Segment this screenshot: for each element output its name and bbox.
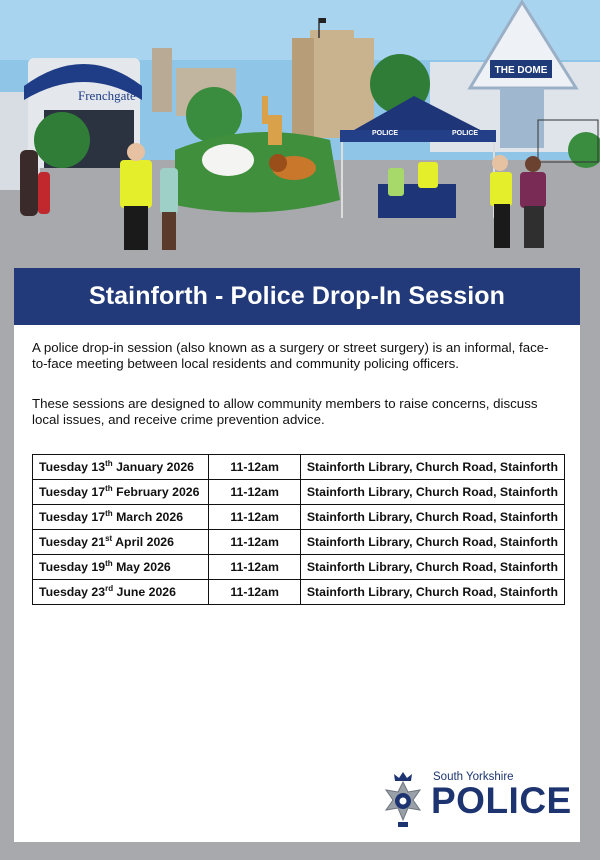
intro-paragraph-1: A police drop-in session (also known as a surgery or street surgery) is an informal, face-to-face meeting between local residents and community policing officers. (32, 340, 549, 371)
title-banner (14, 268, 580, 325)
hero-illustration (0, 0, 600, 270)
session-location: Stainforth Library, Church Road, Stainforth (300, 480, 564, 505)
session-time: 11-12am (209, 505, 300, 530)
table-row (33, 580, 565, 605)
session-location: Stainforth Library, Church Road, Stainforth (300, 530, 564, 555)
logo-wordmark: POLICE (431, 780, 572, 821)
session-date: Tuesday 17th February 2026 (33, 480, 209, 505)
table-row (33, 455, 565, 480)
dome-sign: THE DOME (494, 65, 548, 76)
session-date: Tuesday 23rd June 2026 (33, 580, 209, 605)
sessions-table (32, 454, 565, 605)
table-row (33, 530, 565, 555)
session-date: Tuesday 13th January 2026 (33, 455, 209, 480)
town-scene-illustration (0, 0, 600, 270)
session-time: 11-12am (209, 455, 300, 480)
session-location: Stainforth Library, Church Road, Stainforth (300, 580, 564, 605)
session-time: 11-12am (209, 480, 300, 505)
table-row (33, 555, 565, 580)
south-yorkshire-police-logo (378, 768, 572, 832)
session-time: 11-12am (209, 555, 300, 580)
logo-subtitle: South Yorkshire (433, 771, 514, 783)
gazebo-police-label-right: POLICE (452, 130, 479, 137)
page-title: Stainforth - Police Drop-In Session (88, 282, 506, 310)
session-location: Stainforth Library, Church Road, Stainforth (300, 455, 564, 480)
intro-paragraph-2: These sessions are designed to allow community members to raise concerns, discuss local issues, and receive crime prevention advice. (32, 396, 538, 427)
table-row (33, 505, 565, 530)
frenchgate-sign: Frenchgate (78, 88, 136, 103)
table-row (33, 480, 565, 505)
session-date: Tuesday 17th March 2026 (33, 505, 209, 530)
session-time: 11-12am (209, 530, 300, 555)
session-location: Stainforth Library, Church Road, Stainforth (300, 555, 564, 580)
police-crest-icon (378, 770, 428, 830)
session-location: Stainforth Library, Church Road, Stainforth (300, 505, 564, 530)
session-date: Tuesday 19th May 2026 (33, 555, 209, 580)
content-card (14, 268, 580, 842)
gazebo-police-label-left: POLICE (372, 130, 399, 137)
session-date: Tuesday 21st April 2026 (33, 530, 209, 555)
session-time: 11-12am (209, 580, 300, 605)
